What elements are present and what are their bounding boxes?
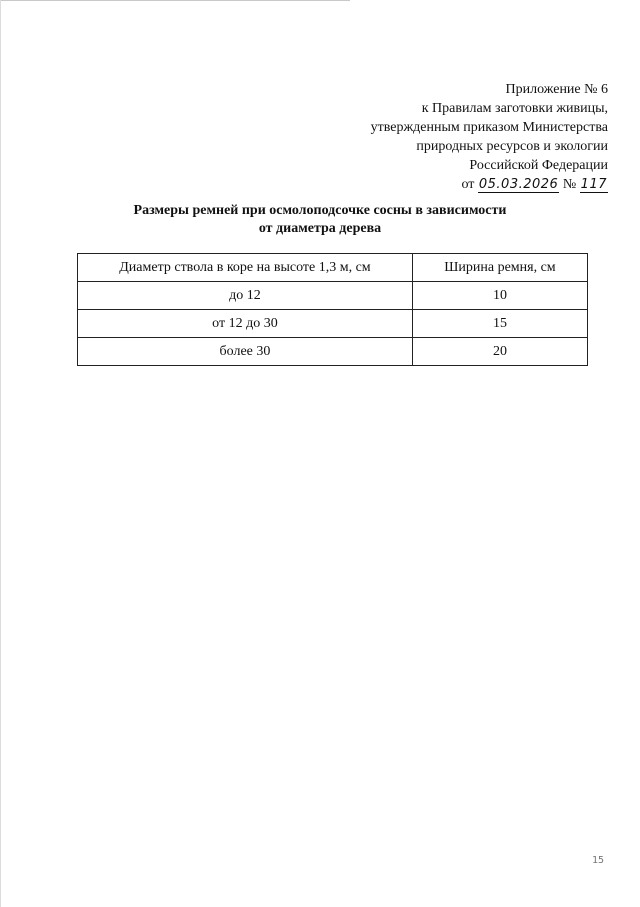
document-title — [0, 202, 640, 238]
table-header-row — [78, 254, 588, 282]
appendix-federation: Российской Федерации — [469, 158, 608, 173]
cell-width: 15 — [412, 310, 587, 338]
table-row — [78, 282, 588, 310]
appendix-ministry: природных ресурсов и экологии — [416, 139, 608, 154]
header-belt-width: Ширина ремня, см — [412, 254, 587, 282]
scan-edge-left — [0, 0, 1, 907]
table-row — [78, 338, 588, 366]
cell-diameter: более 30 — [78, 338, 413, 366]
title-line-1: Размеры ремней при осмолоподсочке сосны в зависимости — [133, 203, 507, 218]
table-row — [78, 310, 588, 338]
cell-width: 20 — [412, 338, 587, 366]
number-label: № — [562, 177, 577, 192]
handwritten-number: 117 — [580, 177, 607, 192]
appendix-number: Приложение № 6 — [505, 82, 608, 97]
appendix-approved: утвержденным приказом Министерства — [370, 120, 608, 135]
handwritten-date: 05.03.2026 — [478, 177, 559, 192]
cell-diameter: до 12 — [78, 282, 413, 310]
appendix-header — [371, 80, 608, 194]
cell-width: 10 — [412, 282, 587, 310]
scan-edge-top — [0, 0, 350, 1]
belt-size-table — [77, 253, 588, 366]
page-number: 15 — [591, 855, 604, 866]
appendix-rules: к Правилам заготовки живицы, — [421, 101, 608, 116]
appendix-date-line — [371, 175, 608, 194]
header-diameter: Диаметр ствола в коре на высоте 1,3 м, см — [78, 254, 413, 282]
date-prefix: от — [461, 177, 475, 192]
title-line-2: от диаметра дерева — [258, 221, 382, 236]
cell-diameter: от 12 до 30 — [78, 310, 413, 338]
